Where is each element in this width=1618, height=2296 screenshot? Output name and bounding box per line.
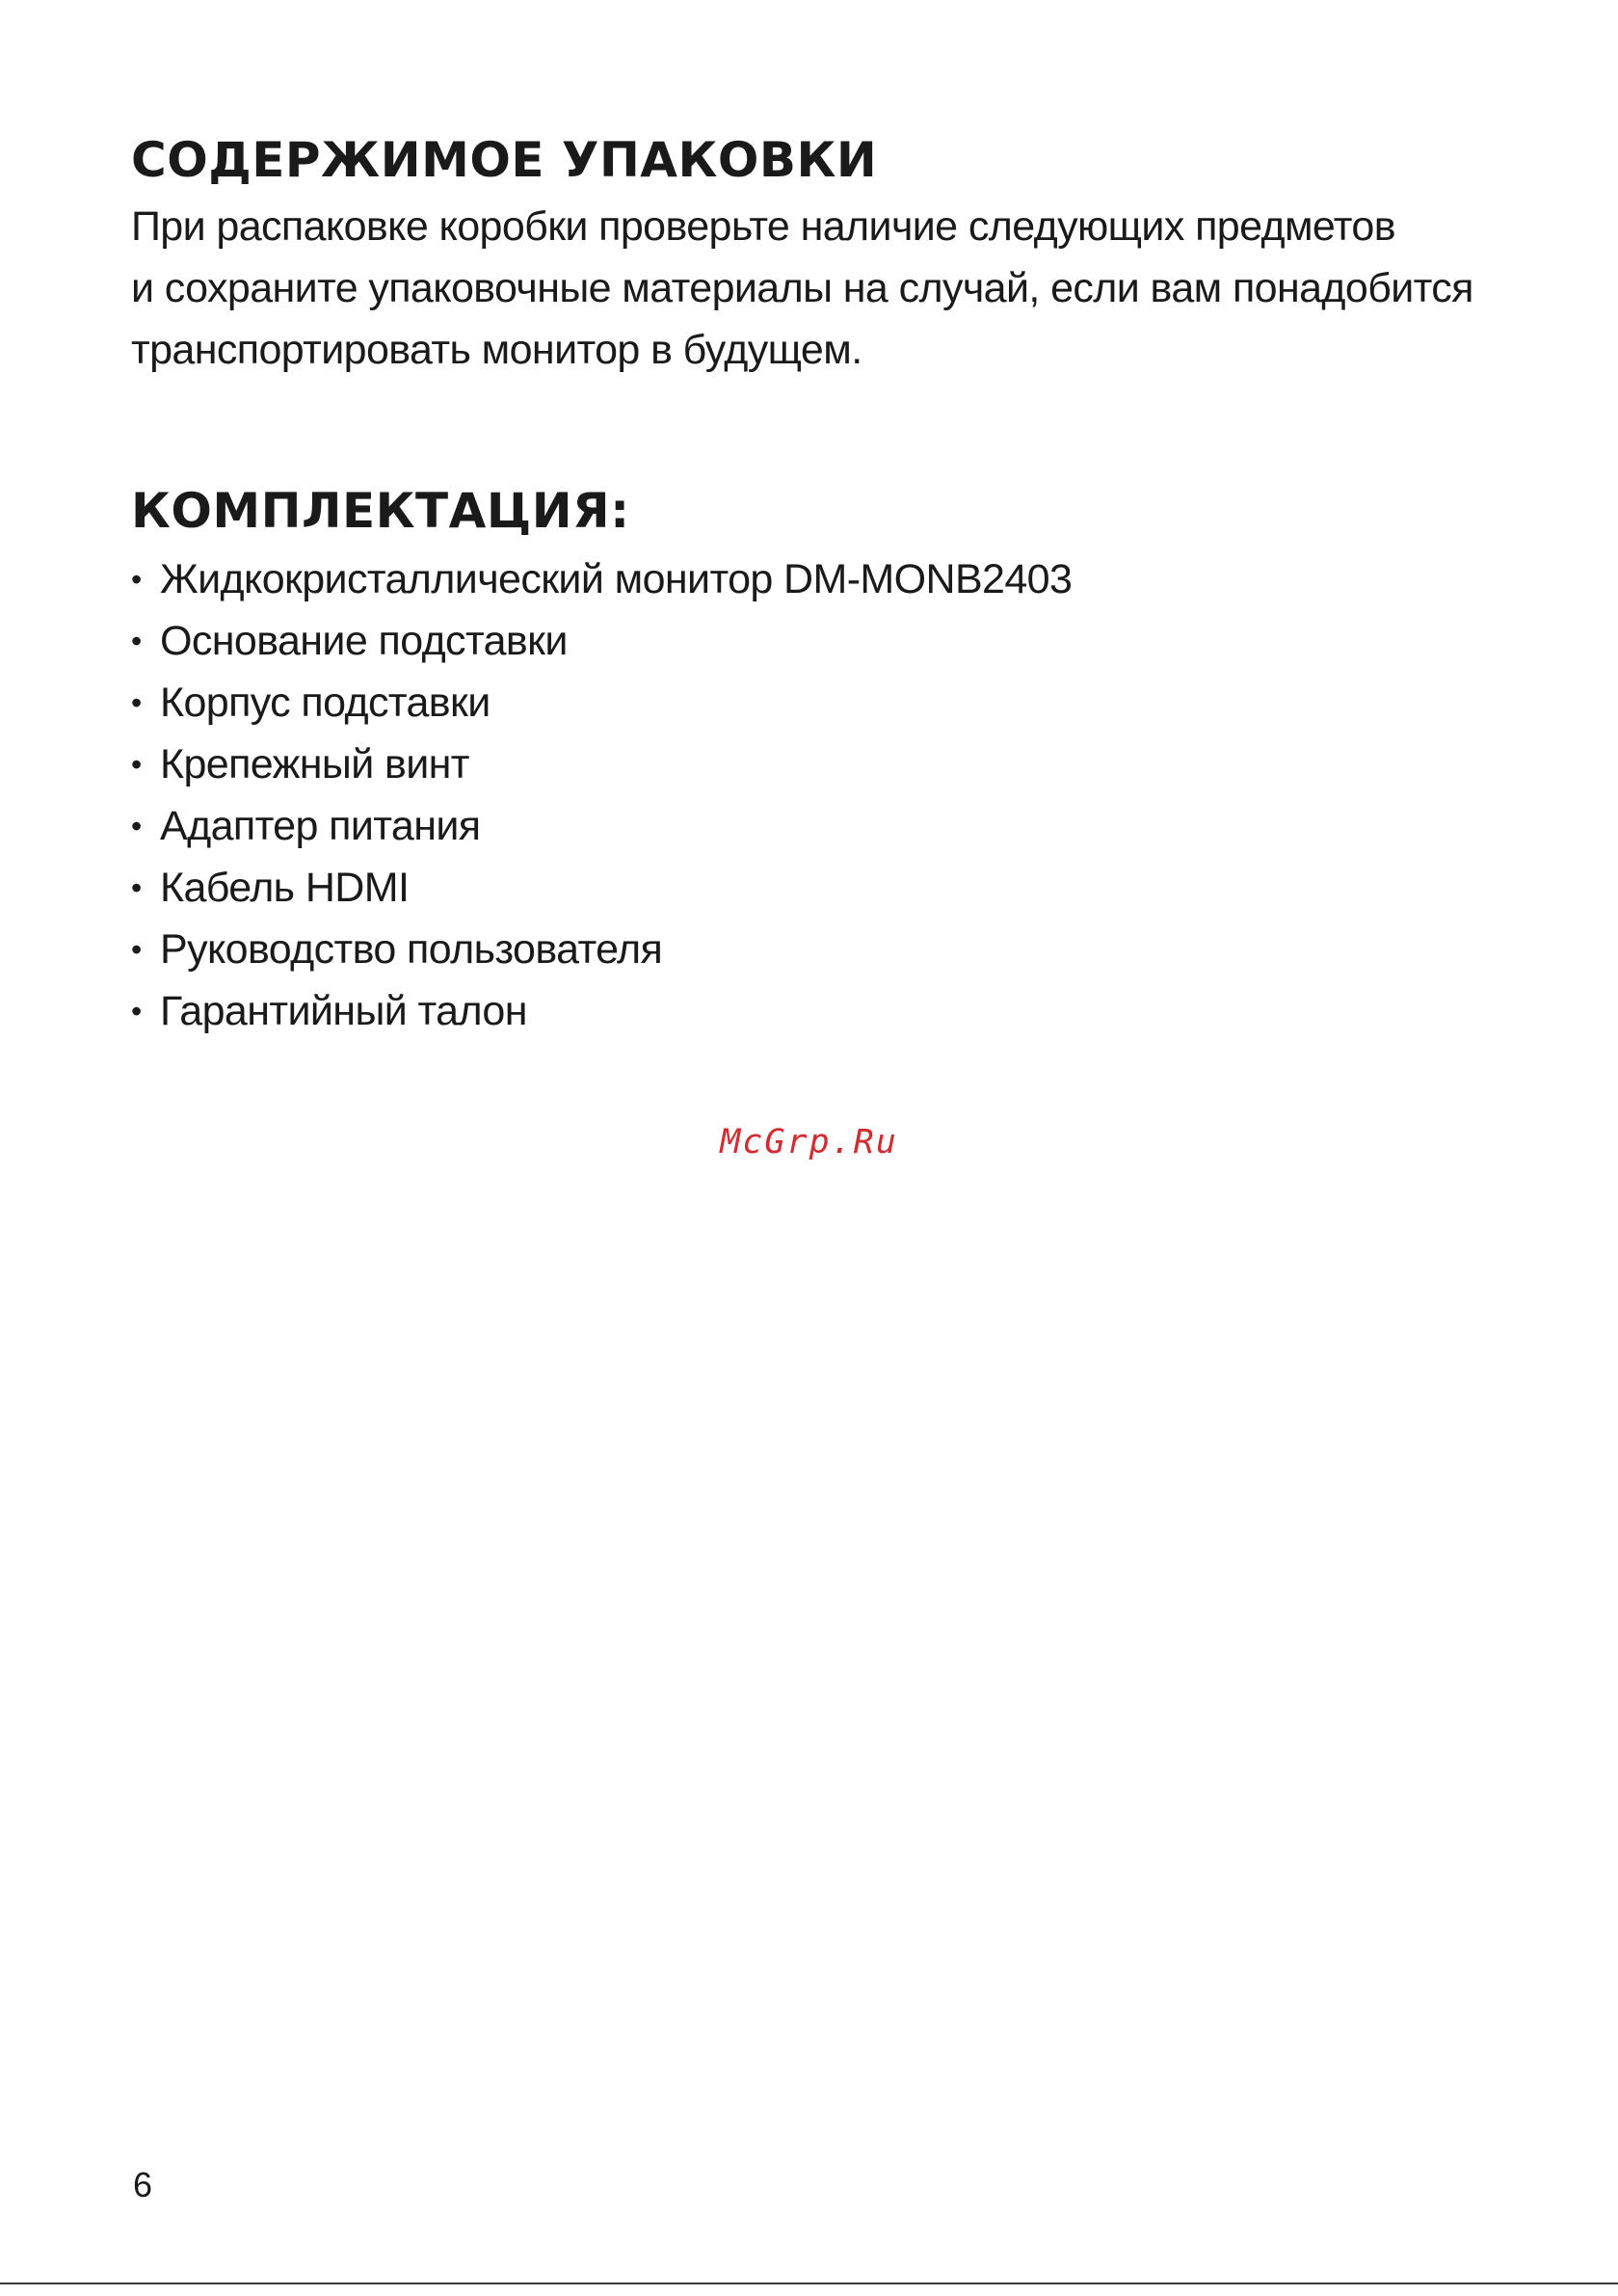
bullet-icon: • <box>131 746 142 782</box>
list-item <box>131 610 1072 672</box>
list-item <box>131 548 1072 610</box>
kit-list <box>131 548 1072 1042</box>
package-contents-intro <box>131 196 1577 381</box>
list-item-label: Адаптер питания <box>160 802 481 849</box>
bullet-icon: • <box>131 684 142 720</box>
list-item <box>131 795 1072 857</box>
intro-line: и сохраните упаковочные материалы на случай, если вам понадобится <box>131 265 1473 311</box>
bullet-icon: • <box>131 808 142 843</box>
list-item <box>131 734 1072 795</box>
page-bottom-divider <box>0 2283 1618 2284</box>
bullet-icon: • <box>131 869 142 905</box>
bullet-icon: • <box>131 993 142 1028</box>
section-title-package-contents: СОДЕРЖИМОЕ УПАКОВКИ <box>131 132 878 188</box>
list-item-label: Основание подставки <box>160 617 568 664</box>
bullet-icon: • <box>131 931 142 967</box>
bullet-icon: • <box>131 623 142 658</box>
intro-line: транспортировать монитор в будущем. <box>131 327 862 373</box>
bullet-icon: • <box>131 561 142 597</box>
list-item <box>131 672 1072 734</box>
section-title-kit: КОМПЛЕКТАЦИЯ: <box>131 483 630 539</box>
watermark-link[interactable]: McGrp.Ru <box>720 1123 898 1161</box>
list-item <box>131 980 1072 1042</box>
list-item <box>131 919 1072 980</box>
list-item <box>131 857 1072 919</box>
list-item-label: Жидкокристаллический монитор DM-MONB2403 <box>160 555 1073 602</box>
intro-line: При распаковке коробки проверьте наличие следующих предметов <box>131 203 1395 250</box>
list-item-label: Крепежный винт <box>160 740 469 788</box>
list-item-label: Руководство пользователя <box>160 925 663 973</box>
list-item-label: Корпус подставки <box>160 679 491 726</box>
page-number: 6 <box>133 2165 153 2204</box>
list-item-label: Гарантийный талон <box>160 987 527 1034</box>
list-item-label: Кабель HDMI <box>160 864 410 911</box>
